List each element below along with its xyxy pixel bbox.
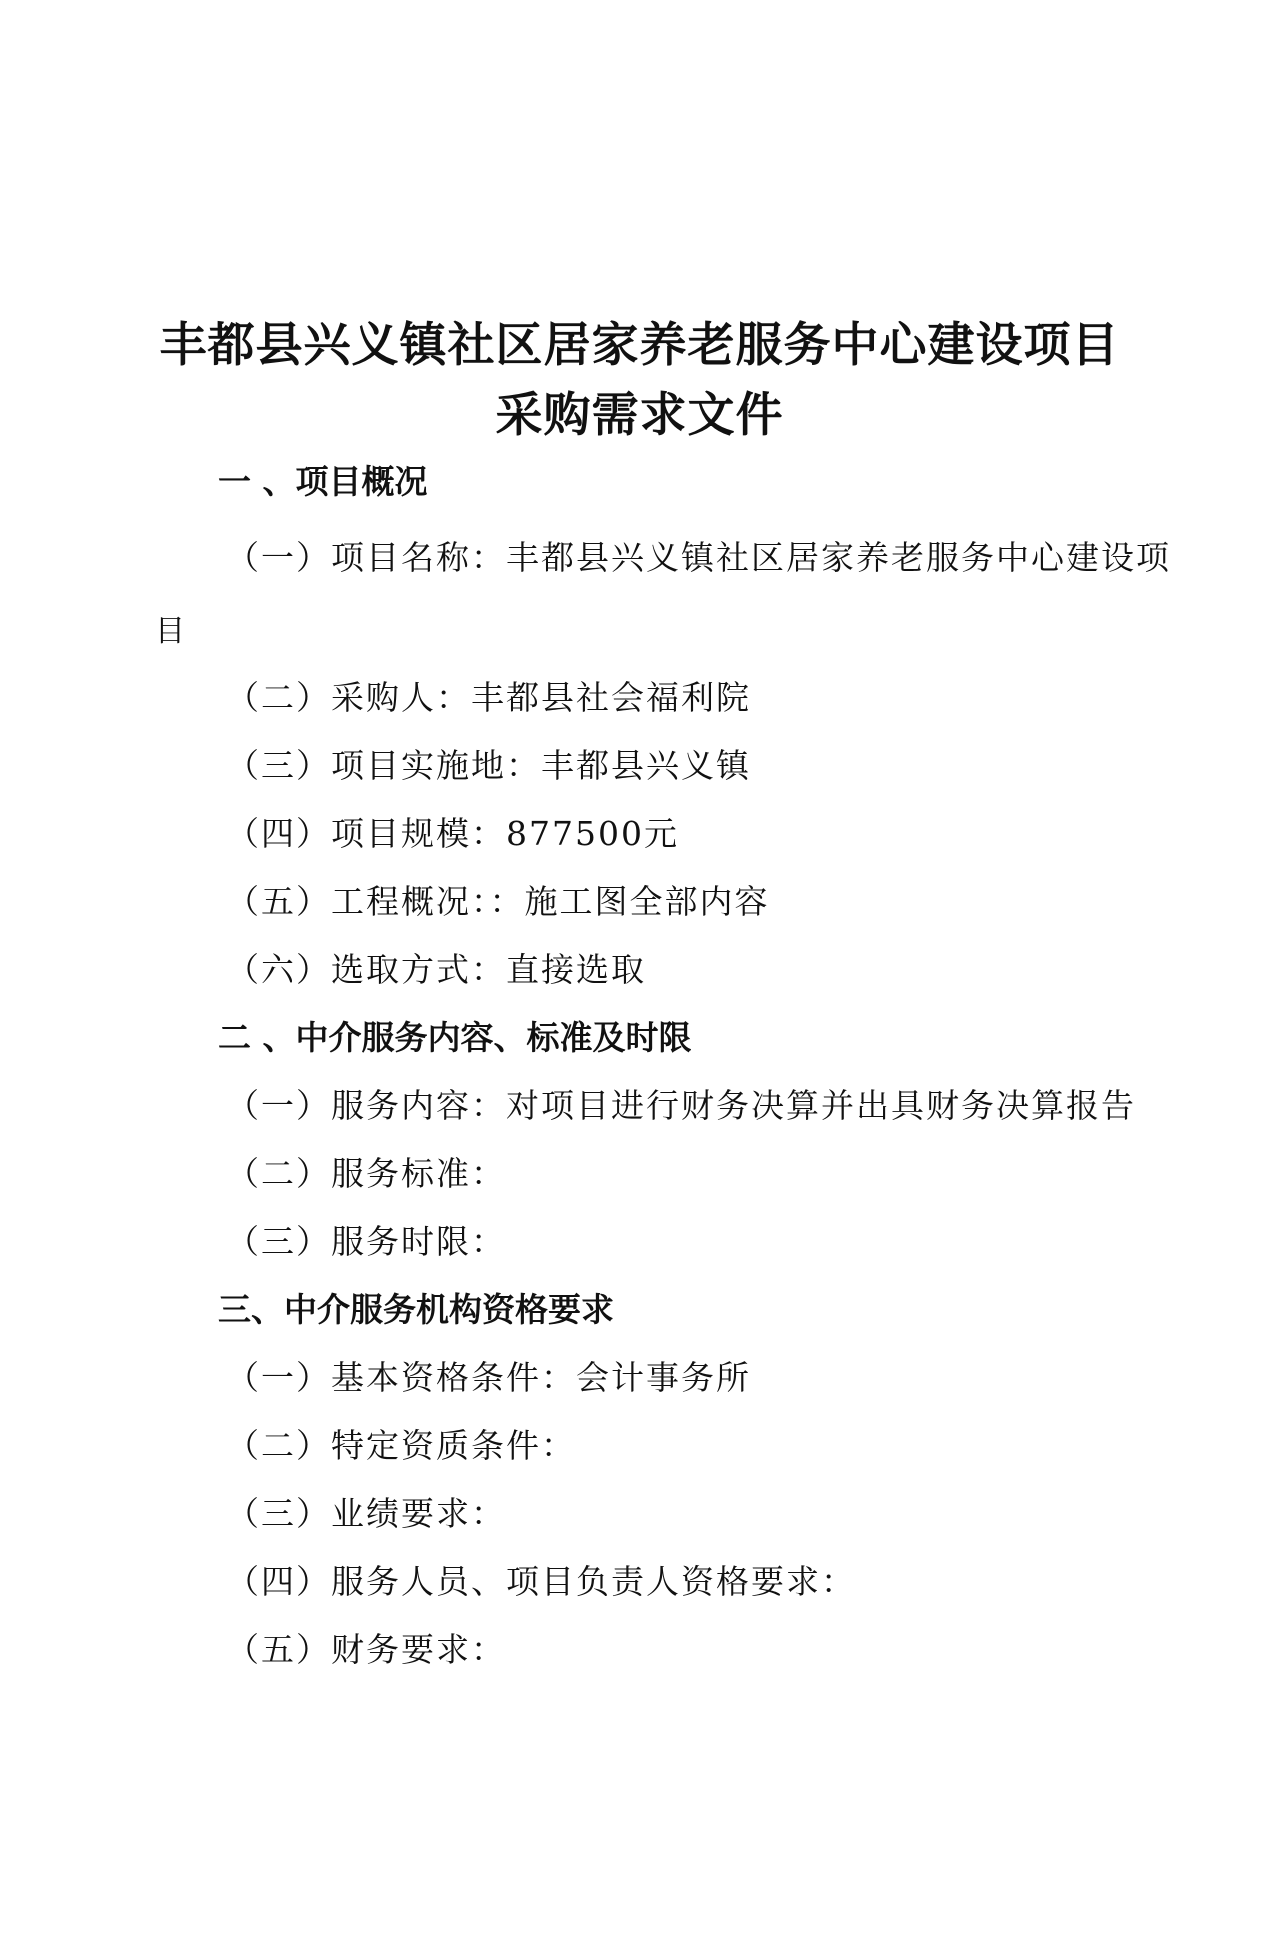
section-1-item-4: （四）项目规模：877500元 (226, 814, 679, 853)
section-2-item-1: （一）服务内容：对项目进行财务决算并出具财务决算报告 (226, 1086, 1136, 1125)
section-2-item-2: （二）服务标准： (226, 1154, 506, 1193)
section-3-item-2: （二）特定资质条件： (226, 1426, 576, 1465)
section-heading-3: 三、中介服务机构资格要求 (218, 1290, 614, 1329)
section-heading-1: 一 、项目概况 (218, 462, 428, 501)
section-3-item-5: （五）财务要求： (226, 1630, 506, 1669)
section-1-item-2: （二）采购人：丰都县社会福利院 (226, 678, 751, 717)
document-title: 丰都县兴义镇社区居家养老服务中心建设项目 (159, 318, 1120, 373)
document-subtitle: 采购需求文件 (495, 388, 784, 443)
section-heading-2: 二 、中介服务内容、标准及时限 (218, 1018, 692, 1057)
section-3-item-3: （三）业绩要求： (226, 1494, 506, 1533)
section-3-item-1: （一）基本资格条件：会计事务所 (226, 1358, 751, 1397)
section-1-item-3: （三）项目实施地：丰都县兴义镇 (226, 746, 751, 785)
section-3-item-4: （四）服务人员、项目负责人资格要求： (226, 1562, 856, 1601)
section-1-item-1: （一）项目名称：丰都县兴义镇社区居家养老服务中心建设项 (226, 538, 1171, 577)
section-2-item-3: （三）服务时限： (226, 1222, 506, 1261)
section-1-item-6: （六）选取方式：直接选取 (226, 950, 646, 989)
section-1-item-1-wrap: 目 (155, 614, 185, 649)
section-1-item-5: （五）工程概况：：施工图全部内容 (226, 882, 770, 921)
